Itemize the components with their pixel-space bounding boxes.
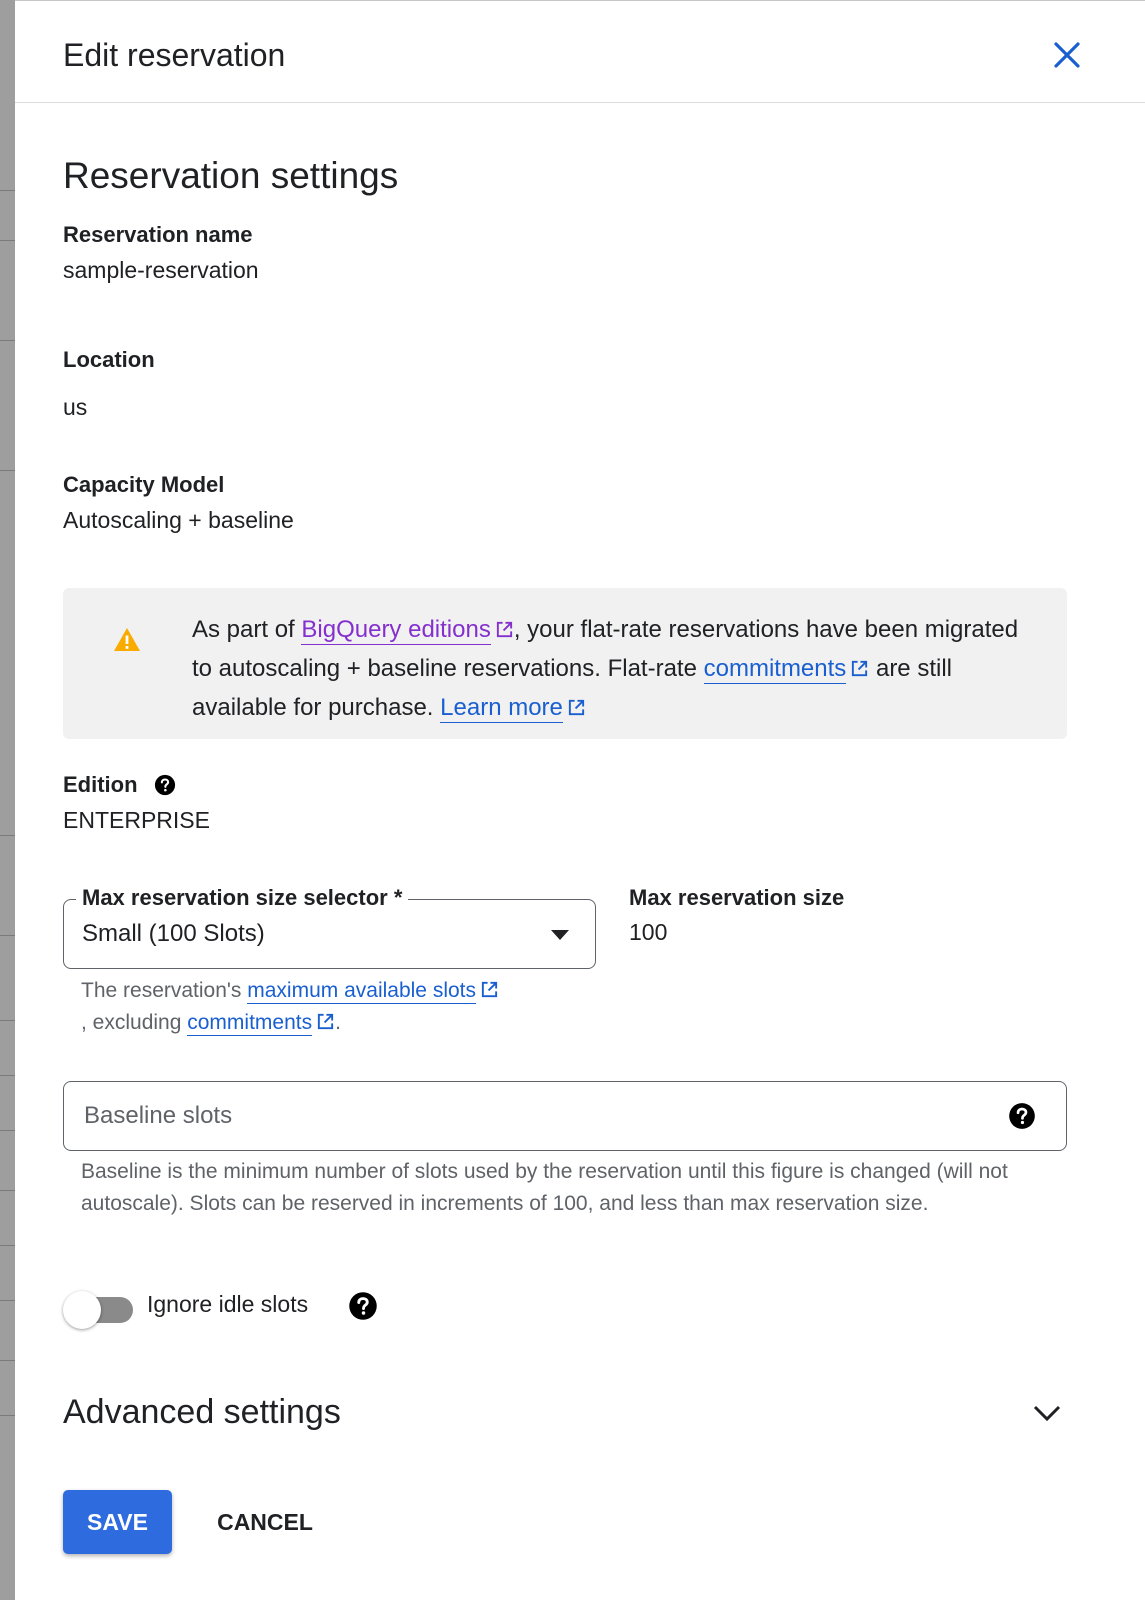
max-reservation-size-value: 100 xyxy=(629,919,668,945)
toggle-thumb xyxy=(63,1291,101,1329)
cancel-button[interactable]: CANCEL xyxy=(217,1508,313,1535)
ignore-idle-slots-label: Ignore idle slots xyxy=(147,1291,309,1317)
bigquery-editions-link[interactable] xyxy=(301,616,490,645)
dropdown-arrow-icon xyxy=(550,929,570,941)
background-overlay xyxy=(0,0,15,1600)
reservation-name-value: sample-reservation xyxy=(63,257,259,283)
hint-text-part: The reservation's xyxy=(81,979,248,1002)
max-reservation-size-label: Max reservation size xyxy=(629,885,845,910)
advanced-settings-title: Advanced settings xyxy=(63,1393,341,1431)
maximum-available-slots-link[interactable] xyxy=(247,979,476,1004)
reservation-name-label: Reservation name xyxy=(63,222,253,247)
banner-text-part: As part of xyxy=(192,616,302,643)
advanced-settings-expand-button[interactable] xyxy=(1027,1393,1067,1433)
banner-text xyxy=(192,610,1042,727)
max-reservation-size-select[interactable] xyxy=(63,885,596,969)
maximum-available-slots-link-label: maximum available slots xyxy=(247,979,476,1002)
panel-title: Edit reservation xyxy=(63,37,286,73)
hint-text-part: , excluding xyxy=(81,1011,188,1034)
banner-text-part: are still available for purchase. xyxy=(192,655,952,721)
help-icon[interactable] xyxy=(154,774,176,796)
chevron-down-icon xyxy=(1032,1403,1062,1423)
baseline-slots-field[interactable] xyxy=(63,1081,1067,1151)
location-value: us xyxy=(63,394,88,420)
section-title: Reservation settings xyxy=(63,155,399,196)
hint-text-part: . xyxy=(335,1011,341,1034)
edition-label-row xyxy=(63,772,176,798)
help-icon[interactable] xyxy=(1008,1102,1036,1130)
edit-reservation-panel xyxy=(15,0,1145,1600)
learn-more-link[interactable] xyxy=(440,694,563,723)
migration-warning-banner xyxy=(63,588,1067,739)
edition-value: ENTERPRISE xyxy=(63,807,210,833)
capacity-model-label: Capacity Model xyxy=(63,472,225,497)
close-icon xyxy=(1052,40,1082,70)
max-selector-hint xyxy=(81,975,601,1039)
edition-label: Edition xyxy=(63,772,138,797)
bigquery-editions-link-label: BigQuery editions xyxy=(301,616,491,643)
banner-text-part: , your flat-rate reservations have been migrated to autoscaling + baseline reservations. Flat-rate xyxy=(192,616,1019,682)
commitments-link-label: commitments xyxy=(703,655,847,682)
max-reservation-size-select-label: Max reservation size selector * xyxy=(76,885,408,911)
commitments-link[interactable] xyxy=(704,655,847,684)
baseline-hint: Baseline is the minimum number of slots used by the reservation until this figure is changed (will not autoscale). Slots can be reserved in increments of 100, and less than max reservation size. xyxy=(81,1160,1008,1215)
location-label: Location xyxy=(63,347,155,372)
external-link-icon xyxy=(567,698,586,717)
external-link-icon xyxy=(316,1012,335,1031)
learn-more-link-label: Learn more xyxy=(440,694,563,721)
panel-header xyxy=(15,1,1145,103)
close-button[interactable] xyxy=(1047,35,1087,75)
warning-icon xyxy=(113,626,141,654)
external-link-icon xyxy=(495,620,514,639)
max-reservation-size-select-value: Small (100 Slots) xyxy=(82,920,265,947)
commitments-hint-link-label: commitments xyxy=(187,1011,313,1034)
external-link-icon xyxy=(850,659,869,678)
commitments-hint-link[interactable] xyxy=(187,1011,312,1036)
help-icon[interactable] xyxy=(348,1291,378,1321)
capacity-model-value: Autoscaling + baseline xyxy=(63,507,294,533)
external-link-icon xyxy=(480,980,499,999)
save-button[interactable]: SAVE xyxy=(63,1490,172,1554)
ignore-idle-slots-toggle[interactable] xyxy=(63,1289,135,1329)
baseline-slots-input[interactable] xyxy=(82,1096,982,1136)
